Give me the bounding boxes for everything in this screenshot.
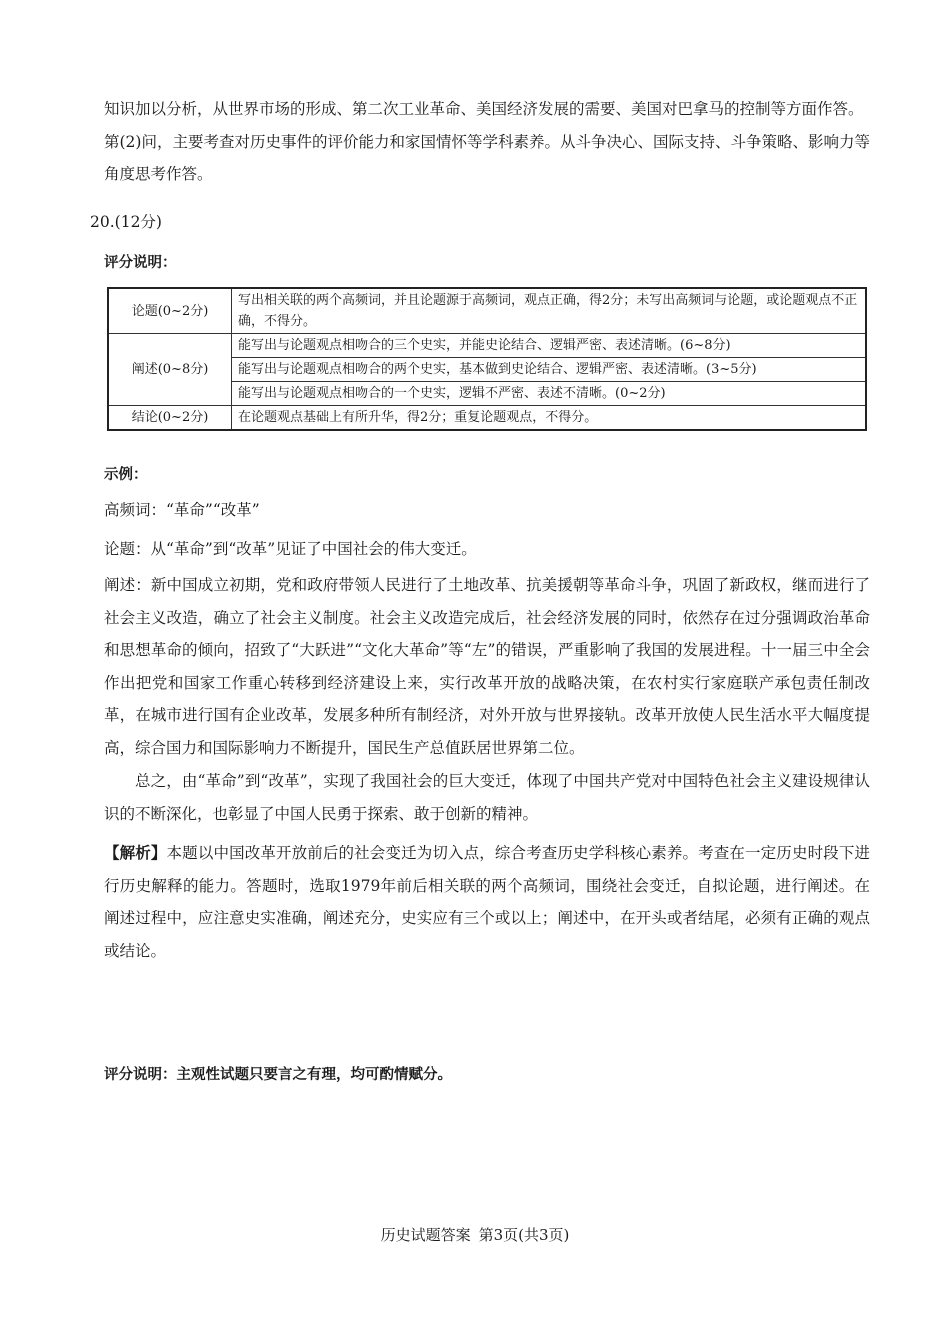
intro-paragraph (104, 93, 870, 191)
page-footer (0, 1224, 950, 1245)
footer-page-number: 第3页(共3页) (478, 1226, 570, 1244)
rubric-desc-thesis: 写出相关联的两个高频词，并且论题源于高频词，观点正确，得2分；未写出高频词与论题，或论题观点不正确，不得分。 (232, 288, 867, 334)
question-header (90, 210, 162, 234)
question-number: 20. (90, 213, 115, 231)
rubric-exposition-level-2: 能写出与论题观点相吻合的两个史实，基本做到史论结合、逻辑严密、表述清晰。(3~5分) (232, 358, 867, 382)
example-thesis: 论题：从“革命”到“改革”见证了中国社会的伟大变迁。 (104, 540, 477, 558)
rubric-row-thesis (108, 288, 866, 334)
rubric-exposition-level-1: 能写出与论题观点相吻合的三个史实，并能史论结合、逻辑严密、表述清晰。(6~8分) (232, 334, 867, 358)
example-label: 示例： (104, 467, 148, 483)
rubric-category-conclusion: 结论(0~2分) (108, 406, 232, 431)
final-scoring-note: 评分说明：主观性试题只要言之有理，均可酌情赋分。 (104, 1067, 452, 1083)
rubric-category-thesis: 论题(0~2分) (108, 288, 232, 334)
example-exposition: 阐述：新中国成立初期，党和政府带领人民进行了土地改革、抗美援朝等革命斗争，巩固了新政权，继而进行了社会主义改造，确立了社会主义制度。社会主义改造完成后，社会经济发展的同时，依然存在过分强调政治革命和思想革命的倾向，招致了“大跃进”“文化大革命”等“左”的错误，严重影响了我国的发展进程。十一届三中全会作出把党和国家工作重心转移到经济建设上来，实行改革开放的战略决策，在农村实行家庭联产承包责任制改革，在城市进行国有企业改革，发展多种所有制经济，对外开放与世界接轨。改革开放使人民生活水平大幅度提高，综合国力和国际影响力不断提升，国民生产总值跃居世界第二位。 (104, 576, 870, 757)
analysis-paragraph (104, 837, 870, 967)
analysis-text: 本题以中国改革开放前后的社会变迁为切入点，综合考查历史学科核心素养。考查在一定历史时段下进行历史解释的能力。答题时，选取1979年前后相关联的两个高频词，围绕社会变迁，自拟论题，进行阐述。在阐述过程中，应注意史实准确，阐述充分，史实应有三个或以上；阐述中，在开头或者结尾，必须有正确的观点或结论。 (104, 844, 870, 960)
footer-title: 历史试题答案 (380, 1226, 471, 1244)
example-conclusion: 总之，由“革命”到“改革”，实现了我国社会的巨大变迁，体现了中国共产党对中国特色社会主义建设规律认识的不断深化，也彰显了中国人民勇于探索、敢于创新的精神。 (104, 772, 870, 823)
intro-line-2: 第(2)问，主要考查对历史事件的评价能力和家国情怀等学科素养。从斗争决心、国际支持、斗争策略、影响力等角度思考作答。 (104, 132, 870, 183)
rubric-row-exposition-1 (108, 334, 866, 358)
analysis-tag: 【解析】 (104, 844, 167, 862)
example-keywords: 高频词：“革命”“改革” (104, 501, 260, 519)
rubric-desc-conclusion: 在论题观点基础上有所升华，得2分；重复论题观点，不得分。 (232, 406, 867, 431)
rubric-row-conclusion (108, 406, 866, 431)
rubric-category-exposition: 阐述(0~8分) (108, 334, 232, 406)
scoring-label: 评分说明： (104, 255, 177, 271)
question-points: (12分) (114, 213, 162, 231)
rubric-table (107, 287, 867, 431)
rubric-exposition-level-3: 能写出与论题观点相吻合的一个史实，逻辑不严密、表述不清晰。(0~2分) (232, 382, 867, 406)
intro-line-1: 知识加以分析，从世界市场的形成、第二次工业革命、美国经济发展的需要、美国对巴拿马的控制等方面作答。 (104, 100, 864, 118)
